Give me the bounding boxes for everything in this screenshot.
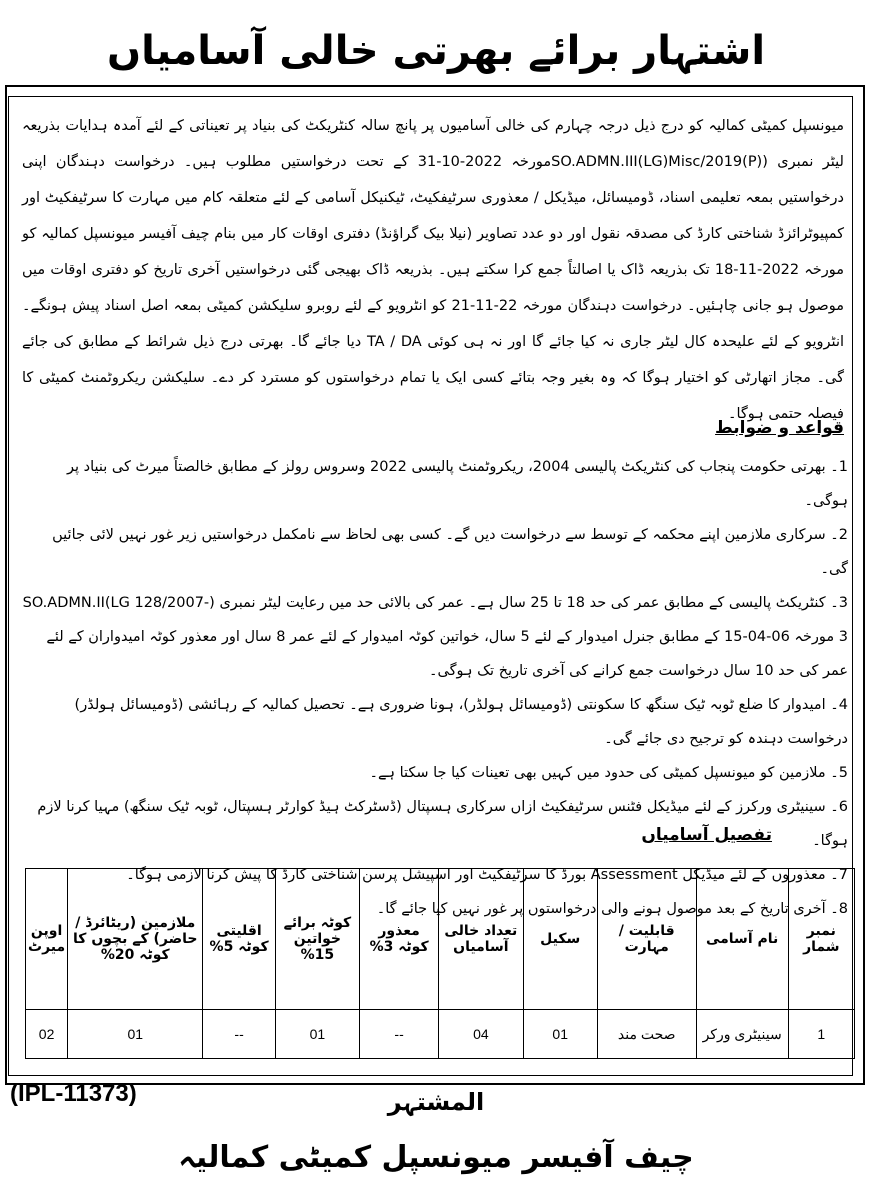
- rule-item: 6۔ سینیٹری ورکرز کے لئے میڈیکل فٹنس سرٹیفکیٹ ازاں سرکاری ہسپتال (ڈسٹرکٹ ہیڈ کوارٹر ہسپتال، ٹوبہ ٹیک سنگھ) مہیا کرنا لازم ہوگا۔: [37, 799, 848, 849]
- cell-disabled-quota: --: [360, 1010, 439, 1059]
- table-row: [26, 1010, 855, 1059]
- signature-label: المشتہر: [387, 1088, 485, 1116]
- rule-item: 7۔ معذوروں کے لئے میڈیکل Assessment بورڈ کا سرٹیفکیٹ اور اسپیشل پرسن شناختی کارڈ کا پیش کرنا لازمی ہوگا۔: [126, 867, 848, 883]
- rule-item: 4۔ امیدوار کا ضلع ٹوبہ ٹیک سنگھ کا سکونتی (ڈومیسائل ہولڈر)، ہونا ضروری ہے۔ تحصیل کمالیہ کے رہائشی (ڈومیسائل ہولڈر) درخواست دہندہ کو ترجیح دی جائے گی۔: [74, 697, 848, 747]
- rule-item: 2۔ سرکاری ملازمین اپنے محکمہ کے توسط سے درخواست دیں گے۔ کسی بھی لحاظ سے نامکمل درخواستیں زیر غور نہیں لائی جائیں گی۔: [52, 527, 848, 577]
- cell-women-quota: 01: [275, 1010, 359, 1059]
- cell-minority-quota: --: [203, 1010, 275, 1059]
- intro-line: ڈومیسائل، میڈیکل / معذوری سرٹیفکیٹ، ٹیکنیکل آسامی کے لئے متعلقہ کام میں مہارت کا سرٹیفکیٹ اور کمپیوٹرائزڈ شناختی کارڈ کی مصدقہ نقول اور دو عدد تصاویر (نیلا بیک: [22, 190, 845, 242]
- col-women-quota: کوٹہ برائے خواتین 15%: [275, 869, 359, 1010]
- intro-line: میونسپل کمیٹی کمالیہ کو درج ذیل درجہ چہارم کی خالی آسامیوں پر پانچ سالہ کنٹریکٹ کی بنیاد پر تعیناتی کے لئے آمدہ ہدایات بذریعہ لیٹر نمبری: [22, 118, 844, 170]
- rule-item: 1۔ بھرتی حکومت پنجاب کی کنٹریکٹ پالیسی 2004، ریکروٹمنٹ پالیسی 2022 وسروس رولز کے مطابق خالصتاً میرٹ کی بنیاد پر ہوگی۔: [66, 459, 848, 509]
- intro-line: تاریخ کو دفتری اوقات میں موصول ہو جانی چاہئیں۔ درخواست دہندگان مورخہ 22-11-21 کو انٹرویو کے لئے روبرو سلیکشن کمیٹی بمعہ اصل اسناد پیش ہونگے۔ انٹرویو کے: [22, 262, 845, 350]
- col-qualification: قابلیت / مہارت: [597, 869, 696, 1010]
- cell-qualification: صحت مند: [597, 1010, 696, 1059]
- signature-name: چیف آفیسر میونسپل کمیٹی کمالیہ: [178, 1140, 694, 1175]
- col-disabled-quota: معذور کوٹہ 3%: [360, 869, 439, 1010]
- col-open-merit: اوپن میرٹ: [26, 869, 68, 1010]
- rule-item: 5۔ ملازمین کو میونسپل کمیٹی کی حدود میں کہیں بھی تعینات کیا جا سکتا ہے۔: [369, 765, 848, 781]
- cell-post-name: سینیٹری ورکر: [696, 1010, 788, 1059]
- intro-paragraph: [22, 108, 844, 432]
- col-serial: نمبر شمار: [788, 869, 854, 1010]
- page-title: اشتہار برائے بھرتی خالی آسامیاں: [106, 28, 766, 74]
- cell-vacancies: 04: [439, 1010, 523, 1059]
- col-vacancies: تعداد خالی آسامیاں: [439, 869, 523, 1010]
- rules-heading: قواعد و ضوابط: [715, 418, 844, 438]
- intro-line: گراؤنڈ) دفتری اوقات کار میں بنام چیف آفیسر میونسپل کمالیہ کو مورخہ 2022-11-18 تک بذریعہ ڈاک یا اصالتاً جمع کرا سکتے ہیں۔ بذریعہ ڈاک بھیجی گئی درخواستیں آخری: [22, 226, 844, 278]
- col-minority-quota: اقلیتی کوٹہ 5%: [203, 869, 275, 1010]
- cell-employee-children-quota: 01: [68, 1010, 203, 1059]
- rule-item: 3۔ کنٹریکٹ پالیسی کے مطابق عمر کی حد 18 تا 25 سال ہے۔ عمر کی بالائی حد میں رعایت لیٹر نمبری (SO.ADMN.II(LG 128/2007-3 مورخہ 06-04-15 کے مطابق جنرل امیدوار کے لئے 5 سال، خواتین کوٹہ امیدوار کے لئے عمر 8 سال اور معذور کوٹہ امیدواران کے لئے عمر کی حد 10 سال درخواست جمع کرانے کی آخری تاریخ تک ہوگی۔: [22, 595, 848, 679]
- posts-table: [25, 868, 855, 1059]
- intro-line: (SO.ADMN.III(LG)Misc/2019(P)مورخہ 2022-10-31 کے تحت درخواستیں مطلوب ہیں۔ درخواست دہندگان اپنی درخواستیں بمعہ تعلیمی اسناد،: [22, 154, 845, 206]
- table-header-row: [26, 869, 855, 1010]
- ipl-number: (IPL-11373): [10, 1080, 137, 1107]
- col-employee-children-quota: ملازمین (ریٹائرڈ / حاضر) کے بچوں کا کوٹہ 20%: [68, 869, 203, 1010]
- intro-line: لئے علیحدہ کال لیٹر جاری نہ کیا جائے گا اور نہ ہی کوئی TA / DA دیا جائے گا۔ بھرتی درج ذیل شرائط کے مطابق کی جائے گی۔ مجاز اتھارٹی کو اختیار ہوگا کہ وہ بغیر وجہ بتائے کسی: [22, 334, 845, 386]
- rules-list: [22, 450, 848, 926]
- cell-serial: 1: [788, 1010, 854, 1059]
- intro-line: ایک یا تمام درخواستوں کو مسترد کر دے۔ سلیکشن ریکروٹمنٹ کمیٹی کا فیصلہ حتمی ہوگا۔: [22, 370, 844, 422]
- col-scale: سکیل: [523, 869, 597, 1010]
- cell-open-merit: 02: [26, 1010, 68, 1059]
- posts-heading: تفصیل آسامیاں: [641, 825, 772, 845]
- rule-item: 8۔ آخری تاریخ کے بعد موصول ہونے والی درخواستوں پر غور نہیں کیا جائے گا۔: [376, 901, 848, 917]
- cell-scale: 01: [523, 1010, 597, 1059]
- col-post-name: نام آسامی: [696, 869, 788, 1010]
